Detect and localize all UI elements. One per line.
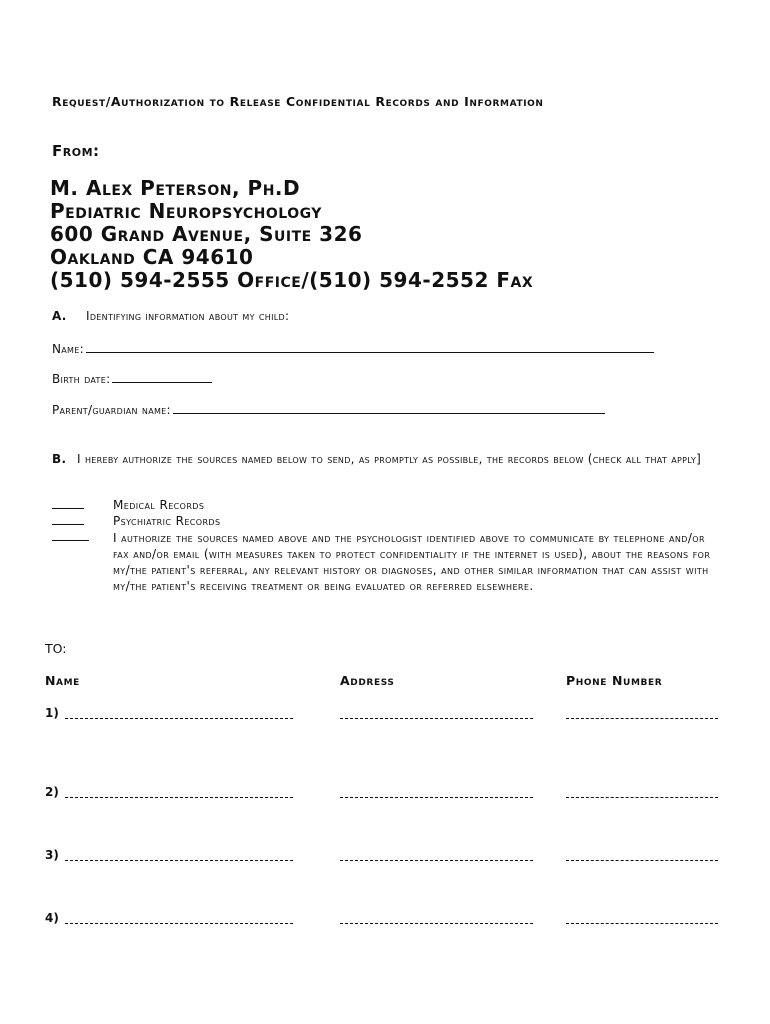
birth-date-field[interactable] [52, 372, 212, 386]
psychiatric-records-option[interactable] [52, 514, 84, 528]
street-address: 600 Grand Avenue, Suite 326 [50, 222, 363, 246]
psychiatric-records-label: Psychiatric Records [113, 514, 221, 528]
communicate-option[interactable] [52, 530, 89, 544]
guardian-name-line[interactable] [173, 403, 605, 414]
communicate-check-blank[interactable] [52, 530, 89, 541]
psychiatric-check-blank[interactable] [52, 514, 84, 525]
medical-check-blank[interactable] [52, 498, 84, 509]
child-name-label: Name: [52, 342, 84, 356]
recipient-row-number: 4) [45, 911, 59, 925]
recipient-address-line[interactable] [340, 797, 533, 798]
recipient-name-line[interactable] [65, 718, 293, 719]
birth-date-label: Birth date: [52, 372, 111, 386]
recipient-name-line[interactable] [65, 923, 293, 924]
column-header-name: Name [45, 673, 80, 688]
provider-name: M. Alex Peterson, Ph.D [50, 176, 301, 200]
letterhead [50, 177, 533, 292]
recipient-phone-line[interactable] [566, 860, 718, 861]
communicate-authorization-text: I authorize the sources named above and the psychologist identified above to communicate by telephone and/or fax and/or email (with measures taken to protect confidentiality if the internet is used), about the reasons for my/the patient's referral, any relevant history or diagnoses, and other similar information that can assist with my/the patient's receiving treatment or being evaluated or referred elsewhere. [113, 531, 711, 593]
recipient-phone-line[interactable] [566, 797, 718, 798]
birth-date-line[interactable] [112, 372, 212, 383]
practice-name: Pediatric Neuropsychology [50, 199, 322, 223]
child-name-line[interactable] [86, 342, 654, 353]
city-state-zip: Oakland CA 94610 [50, 245, 254, 269]
phone-fax: (510) 594-2555 Office/(510) 594-2552 Fax [50, 268, 534, 292]
column-header-phone: Phone Number [566, 673, 663, 688]
recipient-address-line[interactable] [340, 923, 533, 924]
section-a-letter: A. [52, 309, 67, 323]
section-a-heading [52, 309, 289, 323]
recipient-row-number: 3) [45, 848, 59, 862]
recipient-address-line[interactable] [340, 718, 533, 719]
guardian-name-label: Parent/guardian name: [52, 403, 171, 417]
section-b [52, 451, 722, 467]
recipient-phone-line[interactable] [566, 718, 718, 719]
section-b-text: I hereby authorize the sources named below to send, as promptly as possible, the records below (check all that apply] [77, 452, 702, 466]
recipient-name-line[interactable] [65, 860, 293, 861]
medical-records-label: Medical Records [113, 498, 205, 512]
recipient-row-number: 1) [45, 706, 59, 720]
child-name-field[interactable] [52, 342, 654, 356]
recipient-row-number: 2) [45, 785, 59, 799]
form-title: Request/Authorization to Release Confidential Records and Information [52, 94, 544, 109]
section-b-letter: B. [52, 452, 67, 466]
from-label: From: [52, 142, 100, 160]
recipient-phone-line[interactable] [566, 923, 718, 924]
guardian-name-field[interactable] [52, 403, 605, 417]
section-a-text: Identifying information about my child: [86, 309, 290, 323]
recipient-name-line[interactable] [65, 797, 293, 798]
to-label: TO: [45, 641, 67, 656]
medical-records-option[interactable] [52, 498, 84, 512]
column-header-address: Address [340, 673, 395, 688]
recipient-address-line[interactable] [340, 860, 533, 861]
